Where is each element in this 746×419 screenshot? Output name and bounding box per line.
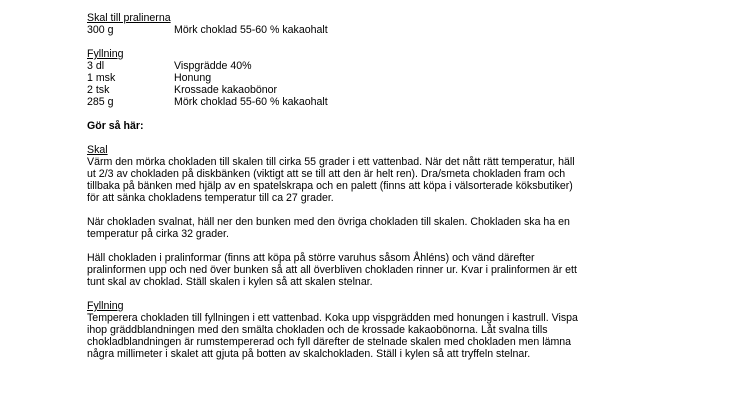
- paragraph-line: Temperera chokladen till fyllningen i ett vattenbad. Koka upp vispgrädden med honungen i kastrull. Vispa: [87, 312, 578, 324]
- ingredient-name: Vispgrädde 40%: [174, 60, 252, 72]
- skal-heading: Skal: [87, 144, 108, 156]
- filling-ingredient-row: [87, 72, 687, 84]
- ingredient-name: Honung: [174, 72, 212, 84]
- filling-ingredient-row: [87, 60, 687, 72]
- ingredient-name: Mörk choklad 55-60 % kakaohalt: [174, 24, 328, 36]
- paragraph-line: chokladblandningen är rumstempererad och fyll därefter de stelnade skalen med chokladen men lämna: [87, 336, 572, 348]
- filling-heading: Fyllning: [87, 48, 124, 60]
- ingredient-qty: 2 tsk: [87, 84, 110, 96]
- skal-paragraph-1: [87, 156, 687, 204]
- paragraph-line: När chokladen svalnat, häll ner den bunken med den övriga chokladen till skalen. Chokladen ska ha en: [87, 216, 570, 228]
- shell-ingredient-row: [87, 24, 687, 36]
- ingredient-qty: 300 g: [87, 24, 114, 36]
- skal-paragraph-2: [87, 216, 687, 240]
- shell-heading: Skal till pralinerna: [87, 12, 171, 24]
- ingredient-qty: 3 dl: [87, 60, 105, 72]
- paragraph-line: för att sänka chokladens temperatur till ca 27 grader.: [87, 192, 334, 204]
- paragraph-line: temperatur på cirka 32 grader.: [87, 228, 229, 240]
- paragraph-line: tunt skal av choklad. Ställ skalen i kylen så att skalen stelnar.: [87, 276, 373, 288]
- paragraph-line: tillbaka på bänken med hjälp av en spatelskrapa och en palett (finns att köpa i välsorterade köksbutiker): [87, 180, 573, 192]
- ingredient-name: Krossade kakaobönor: [174, 84, 278, 96]
- instructions-title: Gör så här:: [87, 120, 144, 132]
- filling-ingredient-row: [87, 96, 687, 108]
- paragraph-line: ihop gräddblandningen med den smälta chokladen och de krossade kakaobönorna. Låt svalna tills: [87, 324, 548, 336]
- fyllning-heading: Fyllning: [87, 300, 124, 312]
- paragraph-line: Häll chokladen i pralinformar (finns att köpa på större varuhus såsom Åhléns) och vänd därefter: [87, 252, 535, 264]
- recipe-document: [87, 12, 687, 360]
- paragraph-line: ut 2/3 av chokladen på diskbänken (viktigt att se till att den är helt ren). Dra/smeta chokladen fram och: [87, 168, 566, 180]
- fyllning-paragraph-1: [87, 312, 687, 360]
- ingredient-qty: 285 g: [87, 96, 114, 108]
- skal-paragraph-3: [87, 252, 687, 288]
- paragraph-line: Värm den mörka chokladen till skalen till cirka 55 grader i ett vattenbad. När det nått rätt temperatur, häll: [87, 156, 575, 168]
- paragraph-line: några millimeter i skalet att gjuta på botten av skalchokladen. Ställ i kylen så att tryffeln stelnar.: [87, 348, 531, 360]
- paragraph-line: pralinformen upp och ned över bunken så att all överbliven chokladen rinner ur. Kvar i pralinformen är ett: [87, 264, 577, 276]
- ingredient-name: Mörk choklad 55-60 % kakaohalt: [174, 96, 328, 108]
- ingredient-qty: 1 msk: [87, 72, 116, 84]
- filling-ingredient-row: [87, 84, 687, 96]
